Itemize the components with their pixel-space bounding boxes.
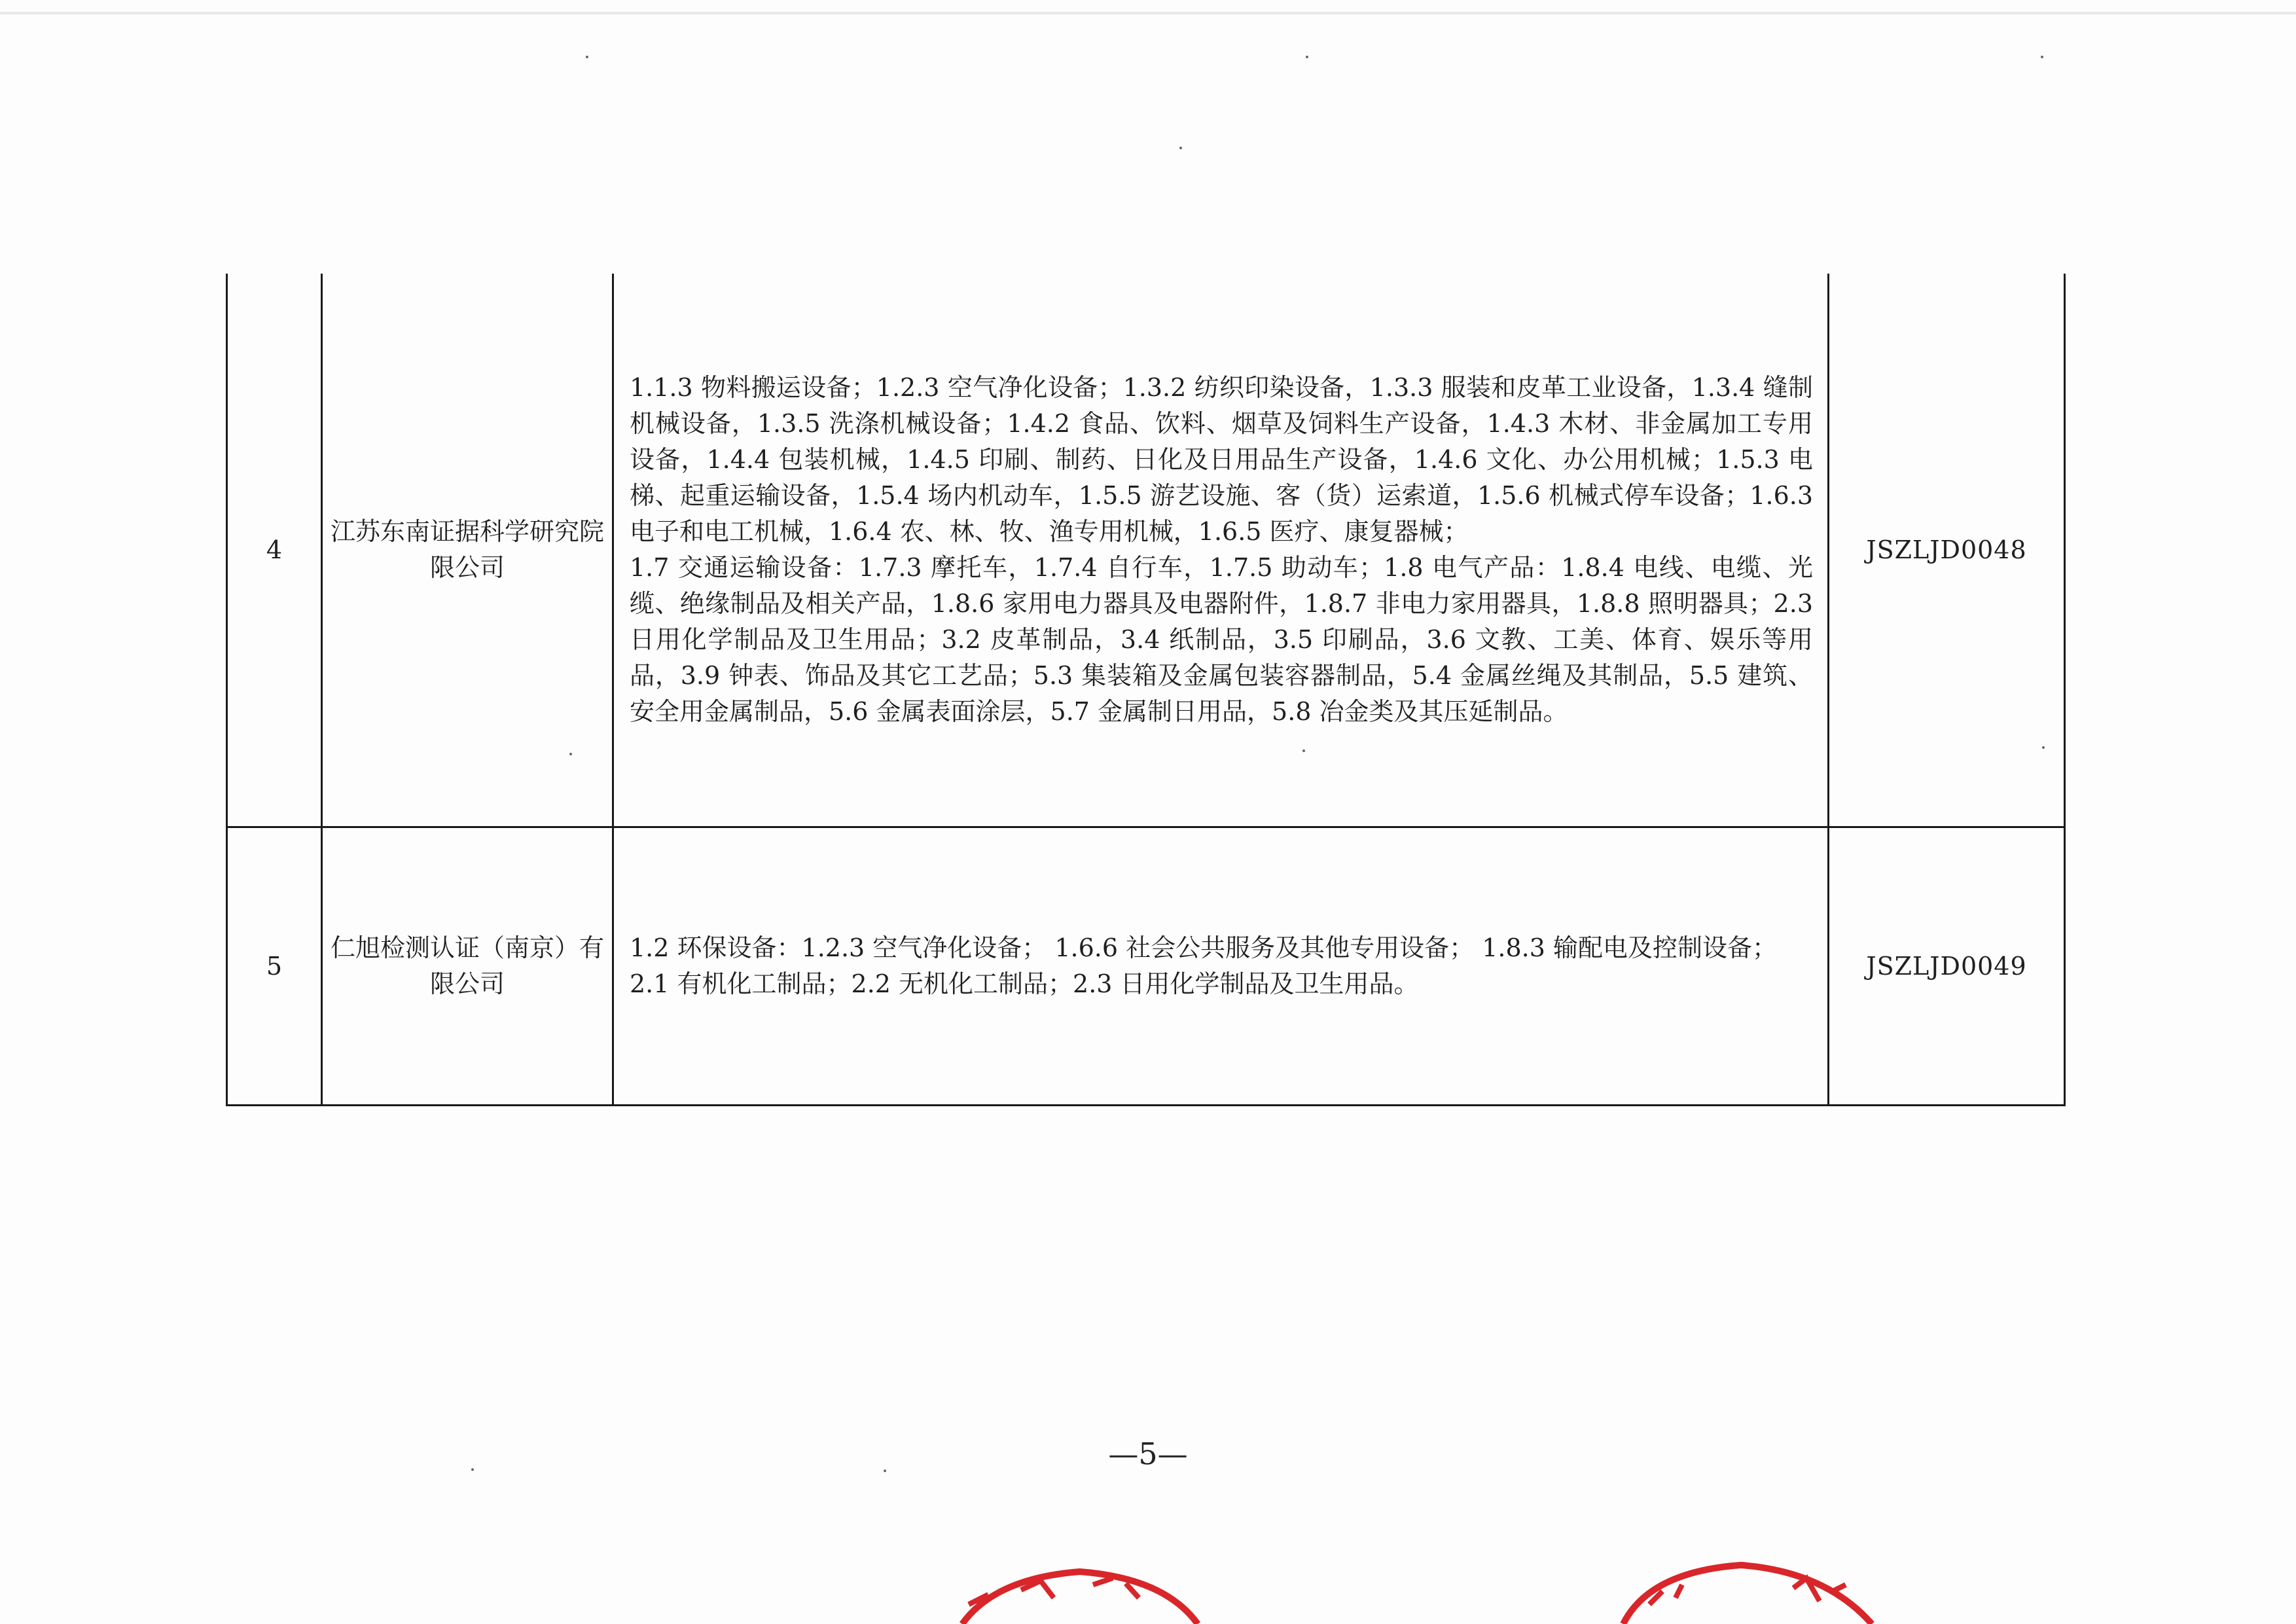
scan-speck — [586, 56, 588, 58]
row-number: 4 — [227, 274, 322, 827]
qualification-table — [226, 274, 2066, 1106]
table-row — [227, 827, 2065, 1106]
table-row — [227, 274, 2065, 827]
scan-speck — [1302, 749, 1305, 752]
seal-stamp-fragment — [1610, 1552, 1885, 1624]
scope-paragraph: 1.7 交通运输设备：1.7.3 摩托车，1.7.4 自行车，1.7.5 助动车；1.8 电气产品：1.8.4 电线、电缆、光缆、绝缘制品及相关产品，1.8.6 家用电力器具及电器附件，1.8.7 非电力家用器具，1.8.8 照明器具；2.3 日用化学制品及卫生用品；3.2 皮革制品，3.4 纸制品，3.5 印刷品，3.6 文教、工美、体育、娱乐等用品，3.9 钟表、饰品及其它工艺品；5.3 集装箱及金属包装容器制品，5.4 金属丝绳及其制品，5.5 建筑、安全用金属制品，5.6 金属表面涂层，5.7 金属制日用品，5.8 冶金类及其压延制品。 — [630, 553, 1813, 726]
scan-speck — [569, 753, 572, 755]
scan-speck — [1179, 147, 1182, 149]
certificate-code: JSZLJD0048 — [1829, 274, 2065, 827]
page-number: —5— — [1108, 1436, 1188, 1471]
organization-name: 仁旭检测认证（南京）有限公司 — [322, 827, 613, 1106]
scope-cell — [613, 274, 1829, 827]
scope-paragraph: 2.1 有机化工制品；2.2 无机化工制品；2.3 日用化学制品及卫生用品。 — [630, 969, 1419, 998]
certificate-code: JSZLJD0049 — [1829, 827, 2065, 1106]
row-number: 5 — [227, 827, 322, 1106]
scan-speck — [2041, 56, 2043, 58]
scope-paragraph: 1.2 环保设备：1.2.3 空气净化设备； 1.6.6 社会公共服务及其他专用设备； 1.8.3 输配电及控制设备； — [630, 933, 1777, 962]
scope-paragraph: 1.1.3 物料搬运设备；1.2.3 空气净化设备；1.3.2 纺织印染设备，1.3.3 服装和皮革工业设备，1.3.4 缝制机械设备，1.3.5 洗涤机械设备；1.4.2 食品、饮料、烟草及饲料生产设备，1.4.3 木材、非金属加工专用设备，1.4.4 包装机械，1.4.5 印刷、制药、日化及日用品生产设备，1.4.6 文化、办公用机械；1.5.3 电梯、起重运输设备，1.5.4 场内机动车，1.5.5 游艺设施、客（货）运索道，1.5.6 机械式停车设备；1.6.3 电子和电工机械，1.6.4 农、林、牧、渔专用机械，1.6.5 医疗、康复器械； — [630, 373, 1813, 546]
organization-name: 江苏东南证据科学研究院限公司 — [322, 274, 613, 827]
scan-speck — [884, 1470, 886, 1472]
scope-cell — [613, 827, 1829, 1106]
seal-stamp-fragment — [942, 1552, 1217, 1624]
scan-speck — [2042, 746, 2045, 749]
page-top-edge — [0, 12, 2296, 14]
scan-speck — [471, 1468, 474, 1471]
scan-speck — [1306, 56, 1308, 58]
